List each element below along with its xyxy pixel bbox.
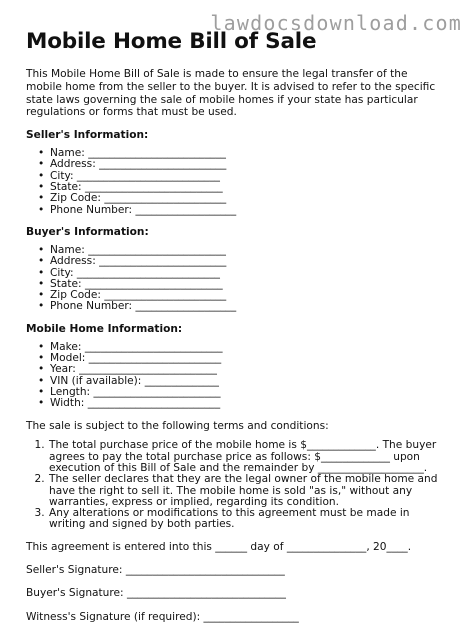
width-field: • Width: _________________________ [50, 398, 446, 409]
buyer-signature-line: Buyer's Signature: ______________________________ [26, 587, 286, 600]
make-field: • Make: __________________________ [50, 342, 446, 353]
vin-field: • VIN (if available): ______________ [50, 376, 446, 387]
seller-zip-field: • Zip Code: _______________________ [50, 193, 446, 204]
length-field: • Length: ________________________ [50, 387, 446, 398]
model-field: • Model: _________________________ [50, 353, 446, 364]
intro-paragraph: This Mobile Home Bill of Sale is made to ensure the legal transfer of the mobile home from the seller to the buyer. It is advised to refer to the specific state laws governing the sale of mobile homes if your state has particular regulations or forms that must be used. [26, 68, 436, 119]
term-purchase-price: 1. The total purchase price of the mobile home is $_____________. The buyer agrees to pay the total purchase price as follows: $_____________ upon execution of this Bill of Sale and the remainder by ____________________. [48, 440, 446, 474]
terms-intro: The sale is subject to the following terms and conditions: [26, 419, 329, 432]
seller-name-field: • Name: __________________________ [50, 148, 446, 159]
buyer-name-field: • Name: __________________________ [50, 245, 446, 256]
terms-list [26, 440, 446, 530]
term-ownership-declaration: 2. The seller declares that they are the legal owner of the mobile home and have the right to sell it. The mobile home is sold "as is," without any warranties, express or implied, regarding its condition. [48, 474, 446, 508]
seller-fields-list [26, 148, 446, 216]
buyer-section-heading: Buyer's Information: [26, 225, 149, 238]
buyer-state-field: • State: __________________________ [50, 279, 446, 290]
buyer-address-field: • Address: ________________________ [50, 256, 446, 267]
seller-address-field: • Address: ________________________ [50, 159, 446, 170]
term-modifications: 3. Any alterations or modifications to this agreement must be made in writing and signed by both parties. [48, 508, 446, 531]
site-watermark: lawdocsdownload.com [210, 11, 462, 35]
buyer-fields-list [26, 245, 446, 313]
witness-signature-line: Witness's Signature (if required): __________________ [26, 611, 299, 624]
document-title: Mobile Home Bill of Sale [26, 29, 317, 54]
agreement-date-line: This agreement is entered into this ______ day of _______________, 20____. [26, 540, 412, 553]
seller-city-field: • City: ___________________________ [50, 171, 446, 182]
seller-state-field: • State: __________________________ [50, 182, 446, 193]
mobile-home-fields-list [26, 342, 446, 410]
bill-of-sale-document [26, 28, 446, 624]
buyer-phone-field: • Phone Number: ___________________ [50, 301, 446, 312]
buyer-zip-field: • Zip Code: _______________________ [50, 290, 446, 301]
seller-section-heading: Seller's Information: [26, 129, 149, 142]
seller-signature-line: Seller's Signature: ______________________________ [26, 563, 285, 576]
year-field: • Year: __________________________ [50, 364, 446, 375]
seller-phone-field: • Phone Number: ___________________ [50, 205, 446, 216]
mobile-home-section-heading: Mobile Home Information: [26, 322, 183, 335]
buyer-city-field: • City: ___________________________ [50, 268, 446, 279]
